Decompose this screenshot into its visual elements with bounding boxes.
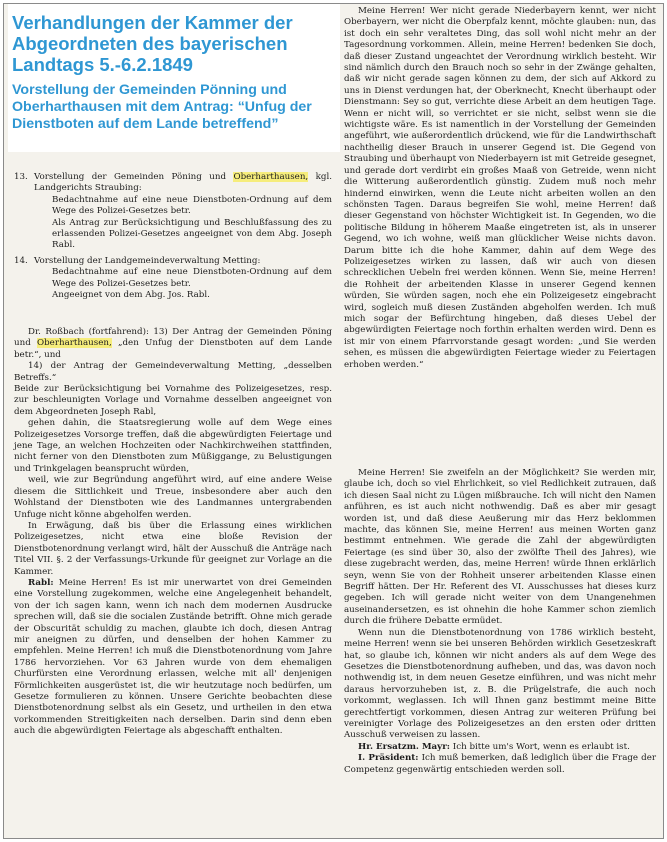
left-column-debate xyxy=(14,327,332,738)
item-subject: Bedachtnahme auf eine neue Dienstboten-Ordnung auf dem Wege des Polizei-Gesetzes betr. xyxy=(52,267,332,289)
paragraph: weil, wie zur Begründung angeführt wird, auf eine andere Weise diesem die Sittlichkeit und Treue, insbesondere aber auch den Wohlstand der Dienstboten wie des Landmannes untergrabenden Unfuge nicht könne abgeholfen werden. xyxy=(14,475,332,520)
speaker-name: Rabl: xyxy=(28,577,54,588)
speaker-name: Hr. Ersatzm. Mayr: xyxy=(358,741,451,752)
paragraph: gehen dahin, die Staatsregierung wolle auf dem Wege eines Polizeigesetzes Vorsorge treffen, daß die abgewürdigten Feiertage und jene Tage, an welchen Hochzeiten oder Nachkirchweihen stattfinden, nicht ferner von den Dienstboten zum Müßiggange, zu Belustigungen und Trinkgelagen beansprucht würden, xyxy=(14,418,332,474)
paragraph xyxy=(344,753,656,776)
item-note: Angeeignet von dem Abg. Jos. Rabl. xyxy=(52,290,210,301)
caption-title: Verhandlungen der Kammer der Abgeordneten des bayerischen Landtags 5.-6.2.1849 xyxy=(12,12,293,75)
left-column-petitions xyxy=(14,168,332,301)
paragraph xyxy=(14,327,332,361)
paragraph: Meine Herren! Sie zweifeln an der Möglichkeit? Sie werden mir, glaube ich, doch so viel Ehrlichkeit, so viel Redlichkeit zutrauen, daß ich diesen Saal nicht zu Lügen mißbrauche. Ich will nicht den Namen anführen, es ist auch nicht nothwendig. Daß es aber mir gesagt worden ist, und daß diese Aeußerung mir das Herz beklommen machte, das können Sie, meine Herren! aus meinen Worten ganz bestimmt entnehmen. Wie gerade die Zahl der abgewürdigten Feiertage (es sind über 30, also der zwölfte Theil des Jahres), wie diese zugebracht werden, das, meine Herren! würde Ihnen erklärlich seyn, wenn Sie von der Rohheit unserer arbeitenden Klasse einen Begriff hätten. Der Hr. Referent des VI. Ausschusses hat dieses kurz gegeben. Ich will gerade nicht weiter von dem Unangenehmen auseinandersetzen, es ist ohnehin die hohe Kammer schon ziemlich durch die frühere Debatte ermüdet. xyxy=(344,468,656,627)
paragraph: In Erwägung, daß bis über die Erlassung eines wirklichen Polizeigesetzes, nicht etwa eine bloße Revision der Dienstbotenordnung verlangt wird, hält der Ausschuß die Anträge nach Titel VII. §. 2 der Verfassungs-Urkunde für geeignet zur Vorlage an die Kammer. xyxy=(14,520,332,577)
caption-box xyxy=(8,4,340,152)
highlighted-place-name: Oberharthausen, xyxy=(233,172,309,182)
highlighted-place-name: Oberharthausen, xyxy=(37,338,112,349)
item-note: Als Antrag zur Berücksichtigung und Beschlußfassung des zu erlassenden Polizei-Gesetzes angeeignet von dem Abg. Joseph Rabl. xyxy=(52,217,332,251)
right-column-bottom xyxy=(344,468,656,776)
text-run: „den Unfug der Dienstboten auf dem Lande betr.“, und xyxy=(14,338,333,360)
petition-item-13 xyxy=(14,172,332,252)
speech-text: Ich bitte um's Wort, wenn es erlaubt ist. xyxy=(450,741,630,752)
item-number: 13. xyxy=(14,172,28,182)
paragraph xyxy=(14,578,332,738)
petition-item-14 xyxy=(14,256,332,302)
paragraph: Meine Herren! Wer nicht gerade Niederbayern kennt, wer nicht Oberbayern, wer nicht die Oberpfalz kennt, möchte glauben: nun, das ist doch ein sehr veraltetes Ding, das soll wohl nicht mehr an der Tagesordnung vorkommen. Allein, meine Herren! bedenken Sie doch, daß dieser Zustand ungeachtet der Verordnung wirklich besteht. Wir sind nämlich durch den Brauch noch so sehr in der Zwänge gehalten, daß wir nicht gerade sagen können zu dem, der sich auf Akkord zu uns in Dienst verdungen hat, der Oberknecht, Knecht überhaupt oder Dienstmann: Sey so gut, verrichte diese Arbeit an dem heutigen Tage. Wenn er nicht will, so verrichtet er sie nicht, selbst wenn sie die wichtigste wäre. Es ist namentlich in der Vorstellung der Gemeinden angeführt, wie außerordentlich drückend, wie für die Landwirthschaft nachtheilig dieser Brauch in unserer Gegend ist. Die Gegend von Straubing und überhaupt von Niederbayern ist mit Getreide gesegnet, und gerade dort verdirbt ein großes Maaß von Getreide, wenn nicht die Witterung außerordentlich günstig. Zudem muß noch mehr hindernd einwirken, wenn die Leute nicht arbeiten wollen an den schönsten Tagen. Daraus begreifen Sie wohl, meine Herren! daß dieser Gegenstand von höchster Wichtigkeit ist. In Gegenden, wo die politische Bildung in höherem Maaße eingetreten ist, als in unserer Gegend, wo ich wohne, weiß man glücklicher Weise nichts davon. Darum bitte ich die hohe Kammer, dahin auf dem Wege des Polizeigesetzes wirken zu lassen, daß wir auch von diesen schrecklichen Uebeln frei werden können. Wenn Sie, meine Herren! die Rohheit der arbeitenden Klasse in unserer Gegend kennen würden, Sie würden sagen, noch ehe ein Polizeigesetz eingebracht wird, sogleich muß diesen Zuständen abgeholfen werden. Ich muß mich sogar der Befürchtung hingeben, daß dieses Uebel der abgewürdigten Feiertage noch forthin erhalten werden wird. Denn es ist mir von einem Pfarrvorstande gesagt worden: „und Sie werden sehen, es müssen die abgewürdigten Feiertage wieder zu Feiertagen erhoben werden.“ xyxy=(344,6,656,370)
item-text: Vorstellung der Landgemeindeverwaltung Metting: xyxy=(34,255,261,266)
caption-subtitle: Vorstellung der Gemeinden Pönning und Oberharthausen mit dem Antrag: “Unfug der Dienstboten auf dem Lande betreffend” xyxy=(12,82,312,132)
paragraph: Wenn nun die Dienstbotenordnung von 1786 wirklich besteht, meine Herren! wenn sie bei unseren Behörden wirklich Gesetzeskraft hat, so glaube ich, können wir nicht anders als auf dem Wege des Gesetzes die Dienstbotenordnung aufheben, und das, was davon noch nothwendig ist, in dem neuen Gesetze einführen, und was nicht mehr daraus hervorzuheben ist, z. B. die Prügelstrafe, die auch noch vorkommt, weglassen. Ich will Ihnen ganz bestimmt meine Bitte gerechtfertigt vorkommen, diesen Antrag zur weiteren Prüfung bei vereinigter Vorlage des Polizeigesetzes an den ersten oder dritten Ausschuß verweisen zu lassen. xyxy=(344,627,656,741)
item-subject: Bedachtnahme auf eine neue Dienstboten-Ordnung auf dem Wege des Polizei-Gesetzes betr. xyxy=(52,194,332,217)
speaker-name: I. Präsident: xyxy=(358,753,419,764)
text-run: Dr. Roßbach (fortfahrend): 13) Der Antrag der Gemeinden Pöning und xyxy=(14,327,332,349)
speech-text: Meine Herren! Es ist mir unerwartet von drei Gemeinden eine Vorstellung zugekommen, welche eine Angelegenheit behandelt, von der ich sagen kann, wenn ich nach dem modernen Ausdrucke sprechen will, daß sie die socialen Zustände betrifft. Ohne mich gerade der Obscurität schuldig zu machen, glaubte ich doch, diesen Antrag mir aneignen zu dürfen, und denselben der hohen Kammer zu empfehlen. Meine Herren! ich muß die Dienstbotenordnung vom Jahre 1786 hervorziehen. Vor 63 Jahren wurde von dem ehemaligen Churfürsten eine Verordnung erlassen, welche mit all' denjenigen Förmlichkeiten ausgerüstet ist, die wir heutzutage noch bedürfen, um Gesetze formulieren zu können. Unsere Gerichte beobachten diese Dienstbotenordnung selbst als ein Gesetz, und urtheilen in den etwa vorkommenden Streitigkeiten nach derselben. Darin sind denn eben auch die abgewürdigten Feiertage als abgeschafft enthalten. xyxy=(14,577,332,737)
paragraph: Beide zur Berücksichtigung bei Vornahme des Polizeigesetzes, resp. zur beschleunigten Vorlage und Vornahme desselben angeeignet von dem Abgeordneten Joseph Rabl, xyxy=(14,384,332,417)
item-text: Vorstellung der Gemeinden Pöning und xyxy=(34,172,234,182)
right-column-top xyxy=(344,6,656,371)
item-number: 14. xyxy=(14,255,28,266)
paragraph: 14) der Antrag der Gemeindeverwaltung Metting, „desselben Betreffs.“ xyxy=(14,361,332,383)
speech-text: Ich muß bemerken, daß lediglich über die Frage der Competenz gegenwärtig entschieden werden soll. xyxy=(344,753,657,775)
paragraph xyxy=(344,742,656,753)
item-text-cont: kgl. Landgerichts Straubing: xyxy=(34,172,333,194)
